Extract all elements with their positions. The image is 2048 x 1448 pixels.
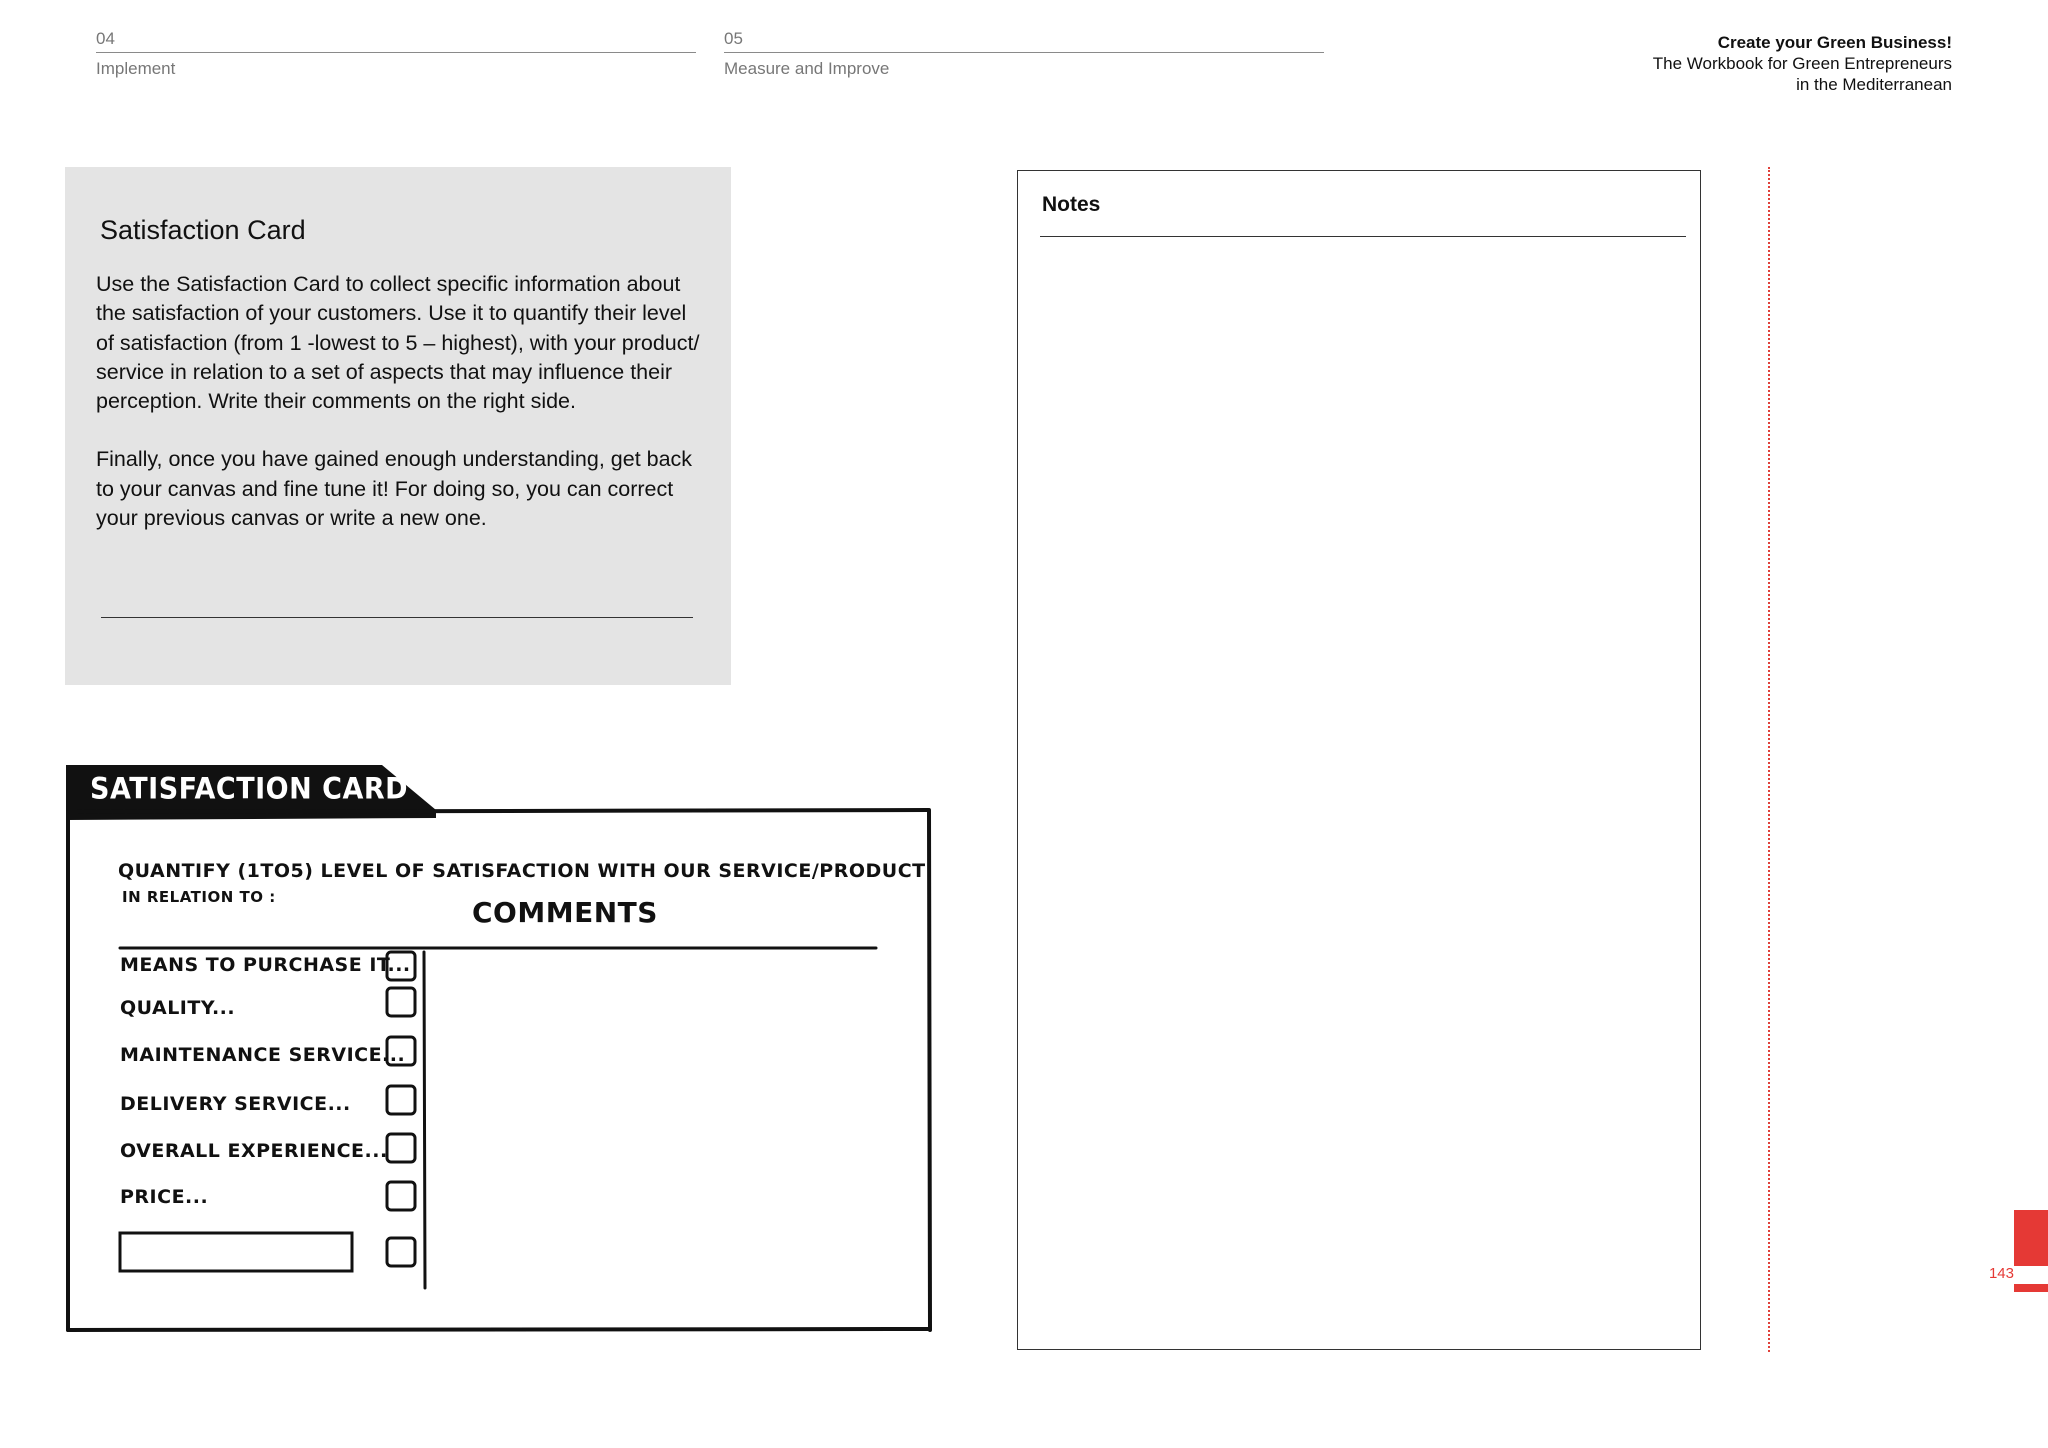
notes-title: Notes (1042, 193, 1101, 216)
info-panel (65, 167, 731, 685)
aspect-quality: QUALITY... (120, 997, 236, 1019)
card-tab-label: SATISFACTION CARD (90, 772, 409, 807)
info-title: Satisfaction Card (100, 215, 306, 245)
chapter-label: Measure and Improve (724, 59, 890, 78)
comments-header: COMMENTS (472, 896, 658, 929)
blank-aspect-field (120, 1233, 352, 1271)
rating-box-6 (387, 1182, 415, 1210)
rating-box-4 (387, 1086, 415, 1114)
aspect-price: PRICE... (120, 1186, 209, 1208)
page-tab-marker (2014, 1210, 2048, 1266)
chapter-number: 05 (724, 29, 743, 48)
notes-panel (1017, 170, 1701, 1350)
info-divider (101, 617, 693, 618)
card-border-top (70, 810, 928, 812)
page-number: 143 (1988, 1265, 2014, 1282)
chapter-marker-05 (724, 28, 1324, 79)
rating-box-7 (387, 1238, 415, 1266)
info-paragraph-1: Use the Satisfaction Card to collect specific information about the satisfaction of your customers. Use it to quantify their level of satisfaction (from 1 -lowest to 5 – highest), with your product/ service in relation to a set of aspects that may influence their perception. Write their comments on the right side. (96, 272, 700, 414)
chapter-marker-04 (96, 28, 696, 79)
page-tab-stripe (2014, 1284, 2048, 1292)
rating-box-2 (387, 988, 415, 1016)
book-title-main: Create your Green Business! (1717, 33, 1952, 52)
card-prompt-line2: IN RELATION TO : (122, 888, 276, 906)
notes-divider (1040, 236, 1686, 237)
aspect-maintenance-service: MAINTENANCE SERVICE... (120, 1044, 406, 1066)
rating-box-5 (387, 1134, 415, 1162)
info-paragraph-2: Finally, once you have gained enough understanding, get back to your canvas and fine tune it! For doing so, you can correct your previous canvas or write a new one. (96, 447, 693, 531)
aspect-means-to-purchase: MEANS TO PURCHASE IT... (120, 954, 411, 976)
card-prompt-line1: QUANTIFY (1TO5) LEVEL OF SATISFACTION WITH OUR SERVICE/PRODUCT (118, 860, 926, 882)
card-border-bottom (68, 1329, 930, 1330)
book-subtitle-line2: in the Mediterranean (1796, 75, 1952, 94)
chapter-label: Implement (96, 59, 176, 78)
satisfaction-card-sketch (62, 760, 942, 1336)
aspect-delivery-service: DELIVERY SERVICE... (120, 1093, 351, 1115)
comments-divider (424, 952, 425, 1288)
book-subtitle-line1: The Workbook for Green Entrepreneurs (1652, 54, 1952, 73)
book-title (1653, 32, 1952, 95)
chapter-number: 04 (96, 29, 115, 48)
chapter-rule (724, 52, 1324, 53)
chapter-rule (96, 52, 696, 53)
aspect-overall-experience: OVERALL EXPERIENCE... (120, 1140, 388, 1162)
dotted-cut-line (1768, 167, 1770, 1352)
card-border-right (929, 810, 930, 1330)
info-body (96, 270, 706, 562)
